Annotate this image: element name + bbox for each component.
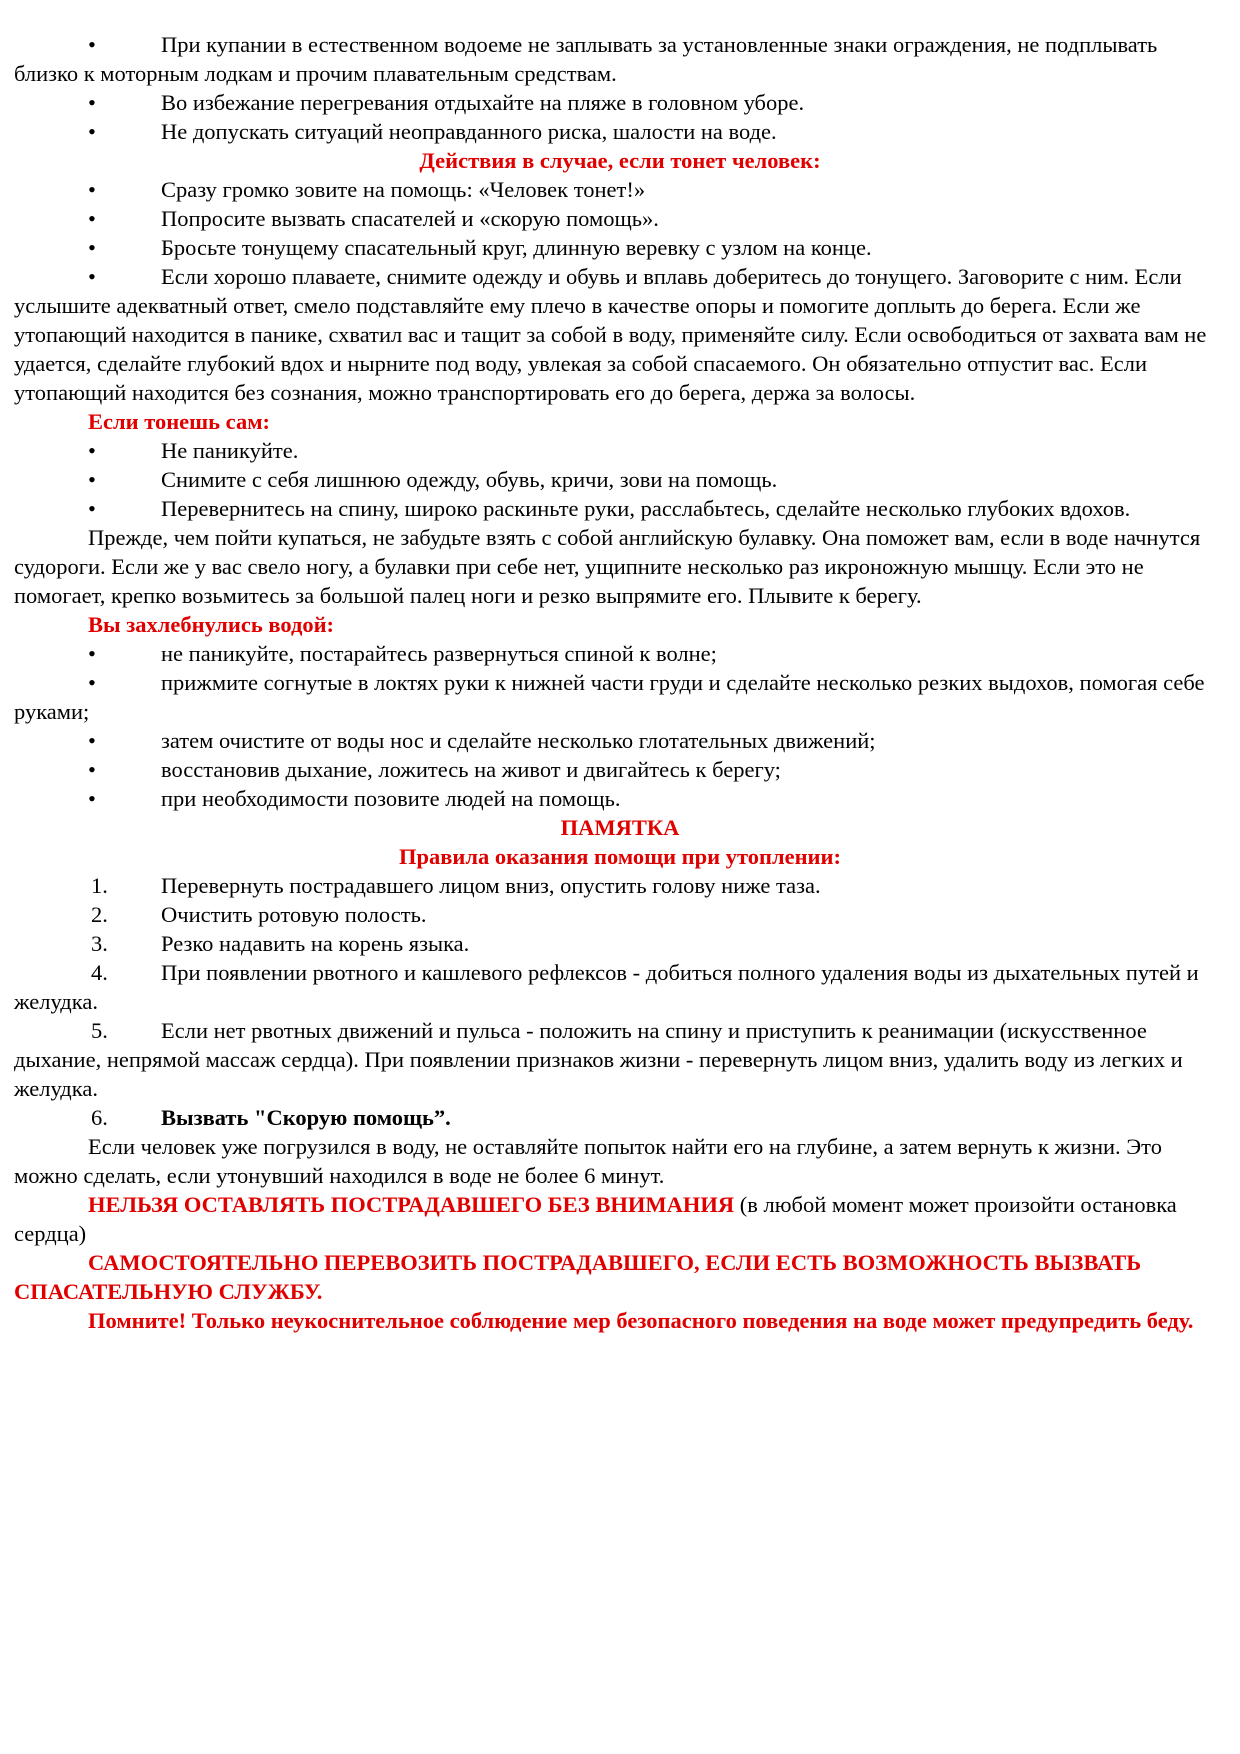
subheading-self: Если тонешь сам: (88, 409, 271, 434)
item-number: 3. (91, 931, 108, 956)
bullet-icon: • (88, 235, 96, 260)
list-item-text: Попросите вызвать спасателей и «скорую помощь». (161, 206, 659, 231)
bullet-icon: • (88, 496, 96, 521)
list-item (14, 117, 1226, 146)
item-number: 1. (91, 873, 108, 898)
warning-transport: САМОСТОЯТЕЛЬНО ПЕРЕВОЗИТЬ ПОСТРАДАВШЕГО, ЕСЛИ ЕСТЬ ВОЗМОЖНОСТЬ ВЫЗВАТЬ СПАСАТЕЛЬНУЮ СЛУЖБУ. (14, 1250, 1142, 1304)
list-item-text: при необходимости позовите людей на помощь. (161, 786, 621, 811)
list-item-text: Во избежание перегревания отдыхайте на пляже в головном уборе. (161, 90, 805, 115)
bullet-icon: • (88, 786, 96, 811)
list-item-text: Не паникуйте. (161, 438, 299, 463)
numbered-item-text: Перевернуть пострадавшего лицом вниз, опустить голову ниже таза. (161, 873, 821, 898)
paragraph-pin: Прежде, чем пойти купаться, не забудьте взять с собой английскую булавку. Она поможет вам, если в воде начнутся судороги. Если же у вас свело ногу, а булавки при себе нет, ущипните несколько раз икроножную мышцу. Если это не помогает, крепко возьмитесь за большой палец ноги и резко выпрямите его. Плывите к берегу. (14, 525, 1201, 608)
list-item (14, 262, 1226, 407)
item-number: 5. (91, 1018, 108, 1043)
item-number: 2. (91, 902, 108, 927)
item-number: 4. (91, 960, 108, 985)
bullet-icon: • (88, 757, 96, 782)
list-item-text: Бросьте тонущему спасательный круг, длинную веревку с узлом на конце. (161, 235, 872, 260)
list-item-text: не паникуйте, постарайтесь развернуться спиной к волне; (161, 641, 717, 666)
bullet-icon: • (88, 641, 96, 666)
list-item-text: Сразу громко зовите на помощь: «Человек тонет!» (161, 177, 646, 202)
bullet-icon: • (88, 119, 96, 144)
list-item-text: Не допускать ситуаций неоправданного риска, шалости на воде. (161, 119, 777, 144)
list-item (14, 668, 1226, 726)
numbered-item (14, 929, 1226, 958)
section-heading-drowning: Действия в случае, если тонет человек: (419, 148, 821, 173)
list-item (14, 88, 1226, 117)
list-item (14, 726, 1226, 755)
list-item-text: Снимите с себя лишнюю одежду, обувь, кричи, зови на помощь. (161, 467, 778, 492)
list-item-text: восстановив дыхание, ложитесь на живот и двигайтесь к берегу; (161, 757, 781, 782)
list-item-text: Перевернитесь на спину, широко раскиньте руки, расслабьтесь, сделайте несколько глубоких вдохов. (161, 496, 1131, 521)
warning-no-leave (14, 1190, 1226, 1248)
warning-no-leave-bold: НЕЛЬЗЯ ОСТАВЛЯТЬ ПОСТРАДАВШЕГО БЕЗ ВНИМАНИЯ (88, 1192, 735, 1217)
numbered-item-text: Очистить ротовую полость. (161, 902, 427, 927)
list-item (14, 639, 1226, 668)
bullet-icon: • (88, 264, 96, 289)
bullet-icon: • (88, 32, 96, 57)
numbered-item (14, 1016, 1226, 1103)
list-item-text: прижмите согнутые в локтях руки к нижней части груди и сделайте несколько резких выдохов, помогая себе руками; (14, 670, 1205, 724)
list-item (14, 436, 1226, 465)
bullet-icon: • (88, 467, 96, 492)
memo-title: ПАМЯТКА (560, 815, 680, 840)
subheading-choked: Вы захлебнулись водой: (88, 612, 335, 637)
bullet-icon: • (88, 206, 96, 231)
numbered-item-text: Если нет рвотных движений и пульса - положить на спину и приступить к реанимации (искусственное дыхание, непрямой массаж сердца). При появлении признаков жизни - перевернуть лицом вниз, удалить воду из легких и желудка. (14, 1018, 1183, 1101)
list-item (14, 784, 1226, 813)
bullet-icon: • (88, 728, 96, 753)
list-item (14, 465, 1226, 494)
numbered-item-text: Резко надавить на корень языка. (161, 931, 470, 956)
list-item (14, 755, 1226, 784)
list-item (14, 175, 1226, 204)
reminder: Помните! Только неукоснительное соблюдение мер безопасного поведения на воде может предупредить беду. (88, 1308, 1194, 1333)
numbered-item (14, 958, 1226, 1016)
bullet-icon: • (88, 670, 96, 695)
item-number: 6. (91, 1105, 108, 1130)
list-item (14, 30, 1226, 88)
list-item-text: При купании в естественном водоеме не заплывать за установленные знаки ограждения, не подплывать близко к моторным лодкам и прочим плавательным средствам. (14, 32, 1158, 86)
list-item-text: затем очистите от воды нос и сделайте несколько глотательных движений; (161, 728, 876, 753)
numbered-item-text: Вызвать "Скорую помощь”. (161, 1105, 451, 1130)
numbered-item (14, 871, 1226, 900)
numbered-item (14, 900, 1226, 929)
numbered-item (14, 1103, 1226, 1132)
bullet-icon: • (88, 438, 96, 463)
list-item (14, 494, 1226, 523)
list-item-text: Если хорошо плаваете, снимите одежду и обувь и вплавь доберитесь до тонущего. Заговорите с ним. Если услышите адекватный ответ, смело подставляйте ему плечо в качестве опоры и помогите доплыть до берега. Если же утопающий находится в панике, схватил вас и тащит за собой в воду, применяйте силу. Если освободиться от захвата вам не удается, сделайте глубокий вдох и нырните под воду, увлекая за собой спасаемого. Он обязательно отпустит вас. Если утопающий находится без сознания, можно транспортировать его до берега, держа за волосы. (14, 264, 1207, 405)
paragraph-depth: Если человек уже погрузился в воду, не оставляйте попыток найти его на глубине, а затем вернуть к жизни. Это можно сделать, если утонувший находился в воде не более 6 минут. (14, 1134, 1162, 1188)
list-item (14, 204, 1226, 233)
numbered-item-text: При появлении рвотного и кашлевого рефлексов - добиться полного удаления воды из дыхательных путей и желудка. (14, 960, 1199, 1014)
bullet-icon: • (88, 177, 96, 202)
warning-no-leave-rest: (в любой момент может произойти остановка сердца) (14, 1192, 1177, 1246)
list-item (14, 233, 1226, 262)
bullet-icon: • (88, 90, 96, 115)
memo-subtitle: Правила оказания помощи при утоплении: (399, 844, 841, 869)
